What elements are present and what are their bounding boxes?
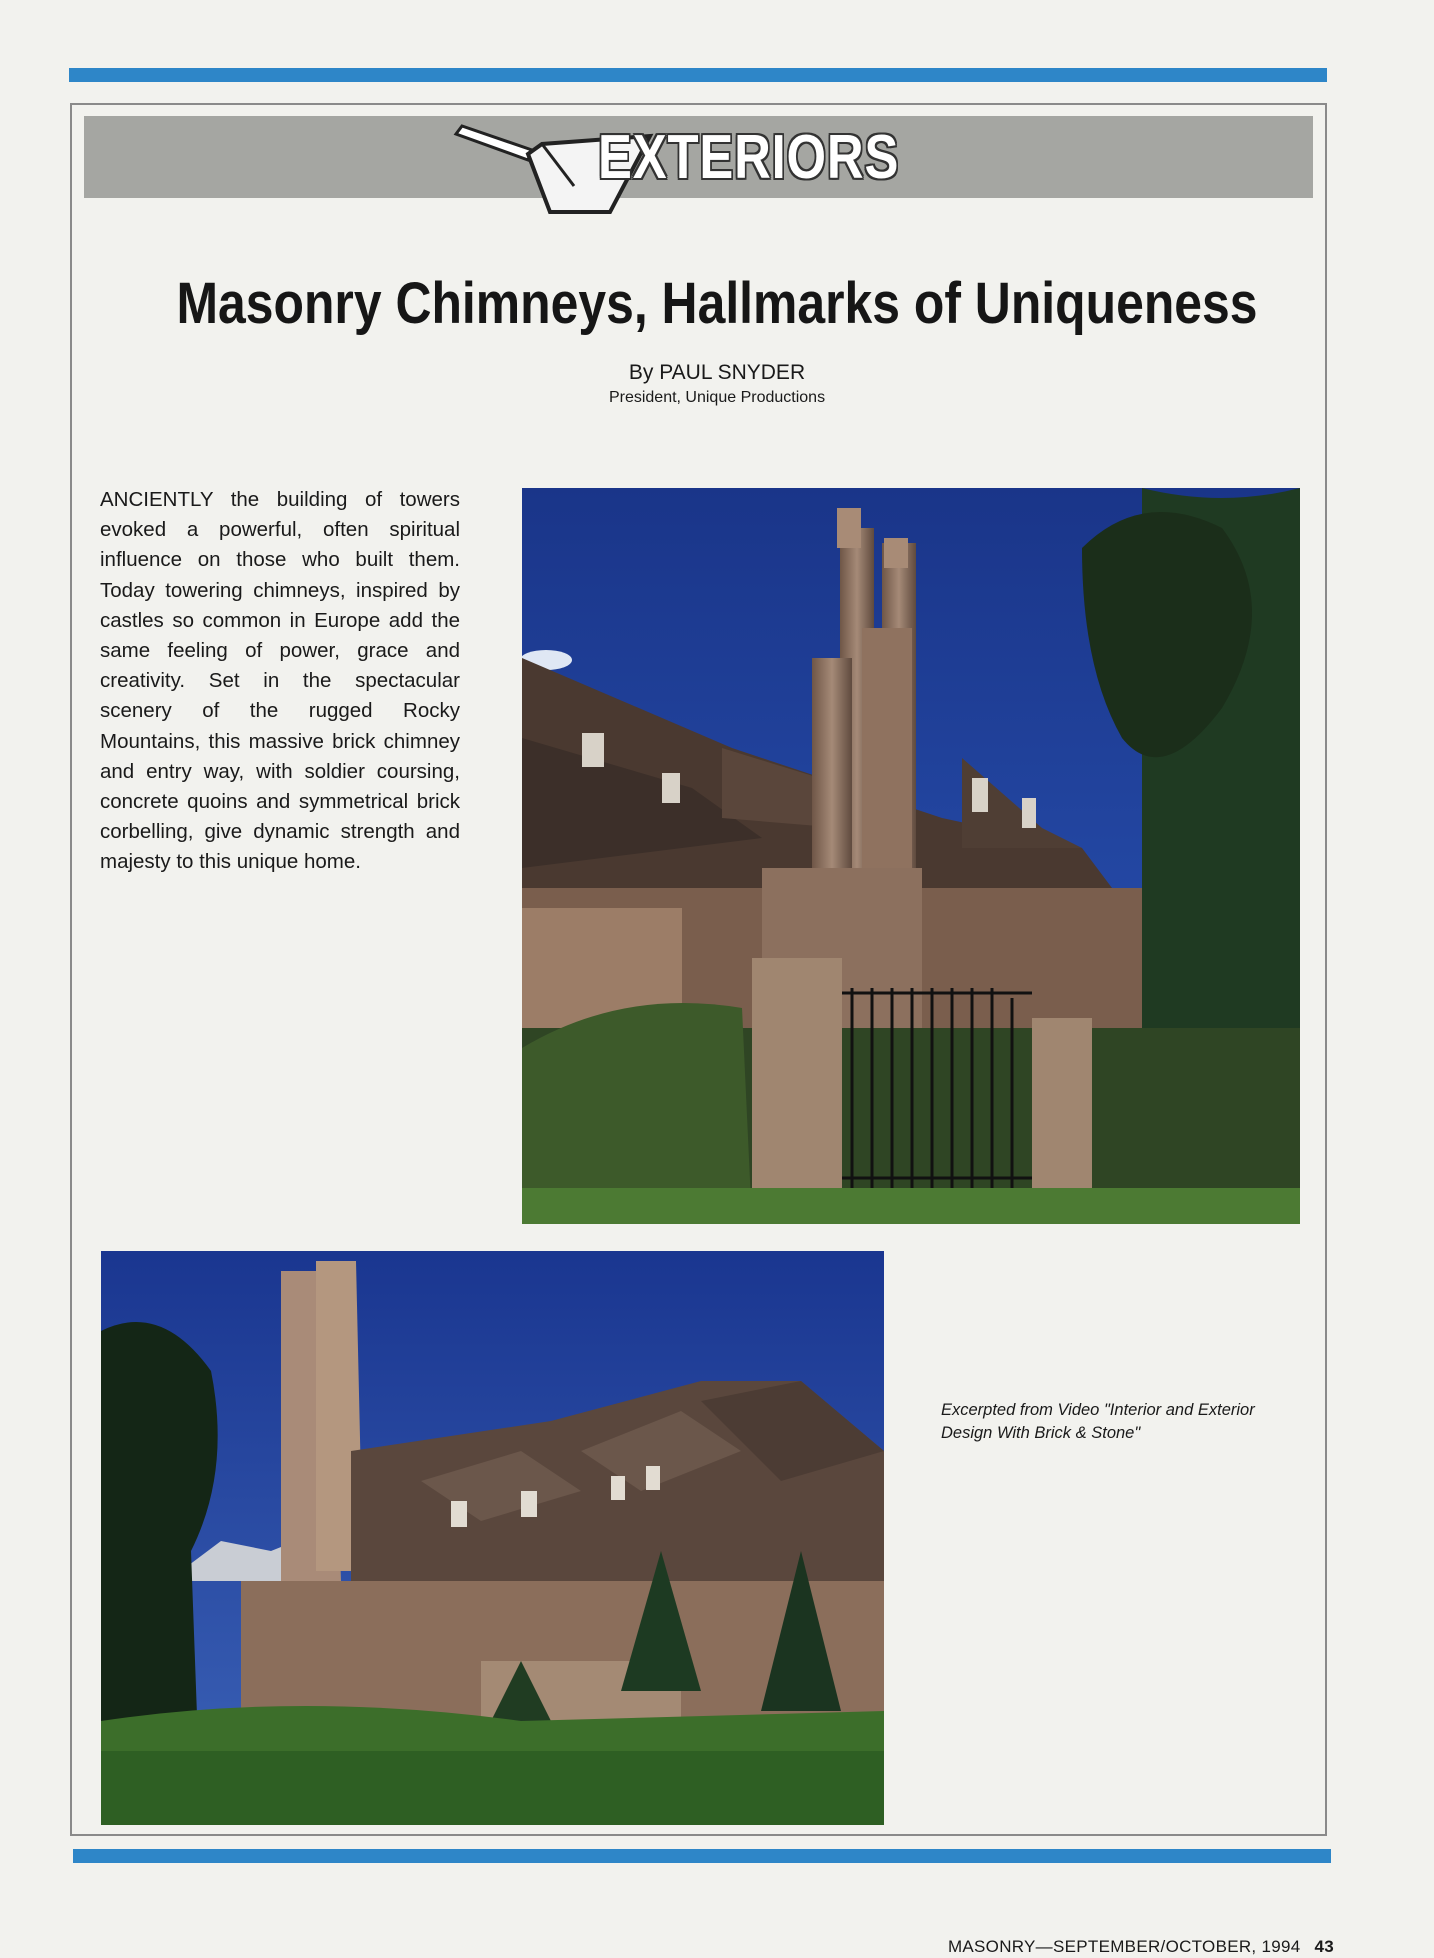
- page-number: 43: [1314, 1937, 1334, 1956]
- bottom-rule: [73, 1849, 1331, 1863]
- house-exterior-photo: [101, 1251, 884, 1825]
- author-title: President, Unique Productions: [608, 389, 826, 406]
- author-byline: By PAUL SNYDER: [628, 361, 806, 384]
- photo-caption: Excerpted from Video "Interior and Exterior Design With Brick & Stone": [941, 1401, 1255, 1442]
- article-body: ANCIENTLY the building of towers evoked a powerful, often spiritual influence on those who built them. Today towering chimneys, inspired by castles so common in Europe add the same feeling of power, grace and creativity. Set in the spectacular scenery of the rugged Rocky Mountains, this massive brick chimney and entry way, with soldier coursing, concrete quoins and symmetrical brick corbelling, give dynamic strength and majesty to this unique home.: [100, 488, 460, 874]
- page-footer: [948, 1937, 1334, 1957]
- chimney-entry-photo: [522, 488, 1300, 1224]
- article-title: Masonry Chimneys, Hallmarks of Uniqueness: [176, 271, 1258, 336]
- top-rule: [69, 68, 1327, 82]
- publication-line: MASONRY—SEPTEMBER/OCTOBER, 1994: [947, 1937, 1301, 1956]
- section-label: EXTERIORS: [598, 123, 900, 192]
